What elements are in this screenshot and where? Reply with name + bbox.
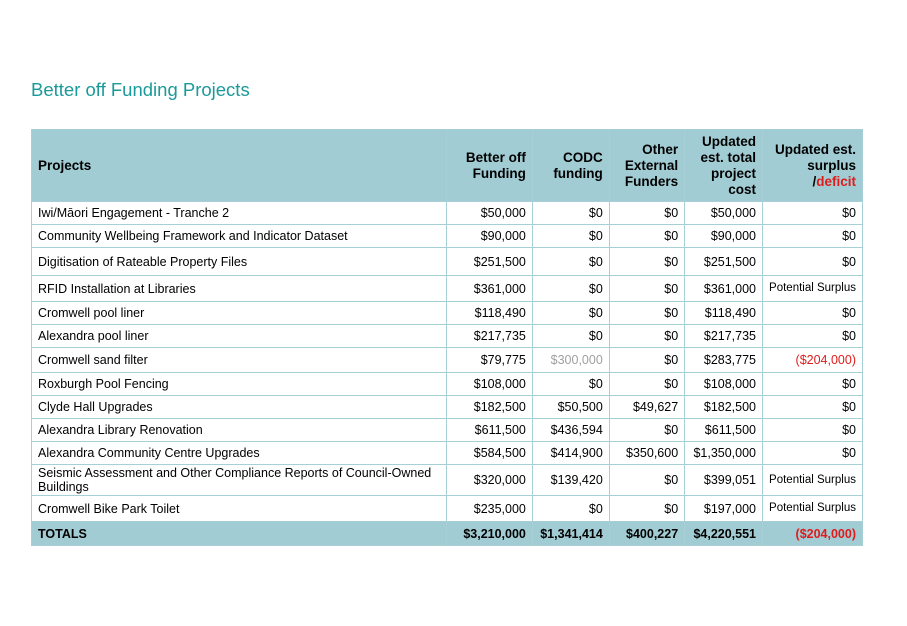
codc-funding-cell: $0 <box>532 373 609 396</box>
updated-total-cost-cell: $251,500 <box>685 248 763 276</box>
updated-surplus-cell: $0 <box>763 248 863 276</box>
project-name-cell: Digitisation of Rateable Property Files <box>32 248 447 276</box>
updated-total-cost-cell: $50,000 <box>685 202 763 225</box>
codc-funding-cell: $50,500 <box>532 396 609 419</box>
project-name-cell: Cromwell sand filter <box>32 348 447 373</box>
header-projects: Projects <box>32 130 447 202</box>
updated-total-cost-cell: $361,000 <box>685 276 763 302</box>
better-off-funding-cell: $584,500 <box>446 442 532 465</box>
total-codc: $1,341,414 <box>532 522 609 546</box>
other-external-funders-cell: $0 <box>609 225 684 248</box>
other-external-funders-cell: $350,600 <box>609 442 684 465</box>
page-title: Better off Funding Projects <box>31 79 250 100</box>
project-name-cell: Alexandra Community Centre Upgrades <box>32 442 447 465</box>
table-row <box>32 276 863 302</box>
table-row <box>32 302 863 325</box>
project-name-cell: Alexandra Library Renovation <box>32 419 447 442</box>
project-name-cell: Iwi/Māori Engagement - Tranche 2 <box>32 202 447 225</box>
project-name-cell: Community Wellbeing Framework and Indicator Dataset <box>32 225 447 248</box>
total-other: $400,227 <box>609 522 684 546</box>
updated-surplus-cell: $0 <box>763 225 863 248</box>
project-name-cell: Cromwell pool liner <box>32 302 447 325</box>
project-name-cell: Alexandra pool liner <box>32 325 447 348</box>
updated-total-cost-cell: $90,000 <box>685 225 763 248</box>
codc-funding-cell: $0 <box>532 225 609 248</box>
codc-funding-cell: $0 <box>532 276 609 302</box>
totals-label: TOTALS <box>32 522 447 546</box>
updated-surplus-cell: $0 <box>763 202 863 225</box>
table-row <box>32 496 863 522</box>
header-codc-funding: CODC funding <box>532 130 609 202</box>
table-header <box>32 130 863 202</box>
codc-funding-cell: $0 <box>532 325 609 348</box>
updated-total-cost-cell: $283,775 <box>685 348 763 373</box>
table-totals <box>32 522 863 546</box>
updated-total-cost-cell: $399,051 <box>685 465 763 496</box>
better-off-funding-cell: $251,500 <box>446 248 532 276</box>
project-name-cell: Seismic Assessment and Other Compliance Reports of Council-Owned Buildings <box>32 465 447 496</box>
total-cost: $4,220,551 <box>685 522 763 546</box>
totals-row <box>32 522 863 546</box>
other-external-funders-cell: $0 <box>609 496 684 522</box>
better-off-funding-cell: $217,735 <box>446 325 532 348</box>
better-off-funding-cell: $611,500 <box>446 419 532 442</box>
header-other-external-funders: Other External Funders <box>609 130 684 202</box>
header-deficit-text: deficit <box>816 173 856 189</box>
better-off-funding-cell: $320,000 <box>446 465 532 496</box>
updated-total-cost-cell: $611,500 <box>685 419 763 442</box>
better-off-funding-cell: $79,775 <box>446 348 532 373</box>
updated-surplus-cell: $0 <box>763 396 863 419</box>
updated-total-cost-cell: $1,350,000 <box>685 442 763 465</box>
updated-surplus-cell: $0 <box>763 373 863 396</box>
table-body <box>32 202 863 522</box>
codc-funding-cell: $0 <box>532 248 609 276</box>
codc-funding-cell: $300,000 <box>532 348 609 373</box>
other-external-funders-cell: $0 <box>609 276 684 302</box>
other-external-funders-cell: $0 <box>609 302 684 325</box>
header-updated-surplus-deficit <box>763 130 863 202</box>
updated-surplus-cell: ($204,000) <box>763 348 863 373</box>
project-name-cell: Cromwell Bike Park Toilet <box>32 496 447 522</box>
table-row <box>32 325 863 348</box>
table-row <box>32 225 863 248</box>
updated-total-cost-cell: $182,500 <box>685 396 763 419</box>
total-better-off: $3,210,000 <box>446 522 532 546</box>
header-surplus-text: Updated est. surplus / <box>774 141 856 189</box>
updated-total-cost-cell: $108,000 <box>685 373 763 396</box>
project-name-cell: Clyde Hall Upgrades <box>32 396 447 419</box>
table-row <box>32 419 863 442</box>
other-external-funders-cell: $0 <box>609 325 684 348</box>
funding-projects-table <box>31 129 863 546</box>
updated-surplus-cell: Potential Surplus <box>763 496 863 522</box>
codc-funding-cell: $436,594 <box>532 419 609 442</box>
updated-surplus-cell: $0 <box>763 302 863 325</box>
updated-surplus-cell: $0 <box>763 442 863 465</box>
updated-surplus-cell: Potential Surplus <box>763 465 863 496</box>
other-external-funders-cell: $0 <box>609 202 684 225</box>
other-external-funders-cell: $0 <box>609 373 684 396</box>
updated-surplus-cell: $0 <box>763 325 863 348</box>
better-off-funding-cell: $108,000 <box>446 373 532 396</box>
better-off-funding-cell: $118,490 <box>446 302 532 325</box>
codc-funding-cell: $0 <box>532 496 609 522</box>
table-row <box>32 373 863 396</box>
table-row <box>32 202 863 225</box>
better-off-funding-cell: $235,000 <box>446 496 532 522</box>
total-surplus: ($204,000) <box>763 522 863 546</box>
better-off-funding-cell: $182,500 <box>446 396 532 419</box>
project-name-cell: Roxburgh Pool Fencing <box>32 373 447 396</box>
table-row <box>32 396 863 419</box>
other-external-funders-cell: $0 <box>609 465 684 496</box>
codc-funding-cell: $0 <box>532 202 609 225</box>
header-better-off-funding: Better off Funding <box>446 130 532 202</box>
header-updated-total-cost: Updated est. total project cost <box>685 130 763 202</box>
better-off-funding-cell: $361,000 <box>446 276 532 302</box>
updated-surplus-cell: $0 <box>763 419 863 442</box>
table-row <box>32 465 863 496</box>
other-external-funders-cell: $0 <box>609 419 684 442</box>
other-external-funders-cell: $49,627 <box>609 396 684 419</box>
codc-funding-cell: $0 <box>532 302 609 325</box>
updated-total-cost-cell: $197,000 <box>685 496 763 522</box>
codc-funding-cell: $414,900 <box>532 442 609 465</box>
table-row <box>32 442 863 465</box>
updated-total-cost-cell: $217,735 <box>685 325 763 348</box>
other-external-funders-cell: $0 <box>609 248 684 276</box>
better-off-funding-cell: $90,000 <box>446 225 532 248</box>
codc-funding-cell: $139,420 <box>532 465 609 496</box>
table-row <box>32 348 863 373</box>
updated-total-cost-cell: $118,490 <box>685 302 763 325</box>
updated-surplus-cell: Potential Surplus <box>763 276 863 302</box>
table-row <box>32 248 863 276</box>
better-off-funding-cell: $50,000 <box>446 202 532 225</box>
other-external-funders-cell: $0 <box>609 348 684 373</box>
project-name-cell: RFID Installation at Libraries <box>32 276 447 302</box>
